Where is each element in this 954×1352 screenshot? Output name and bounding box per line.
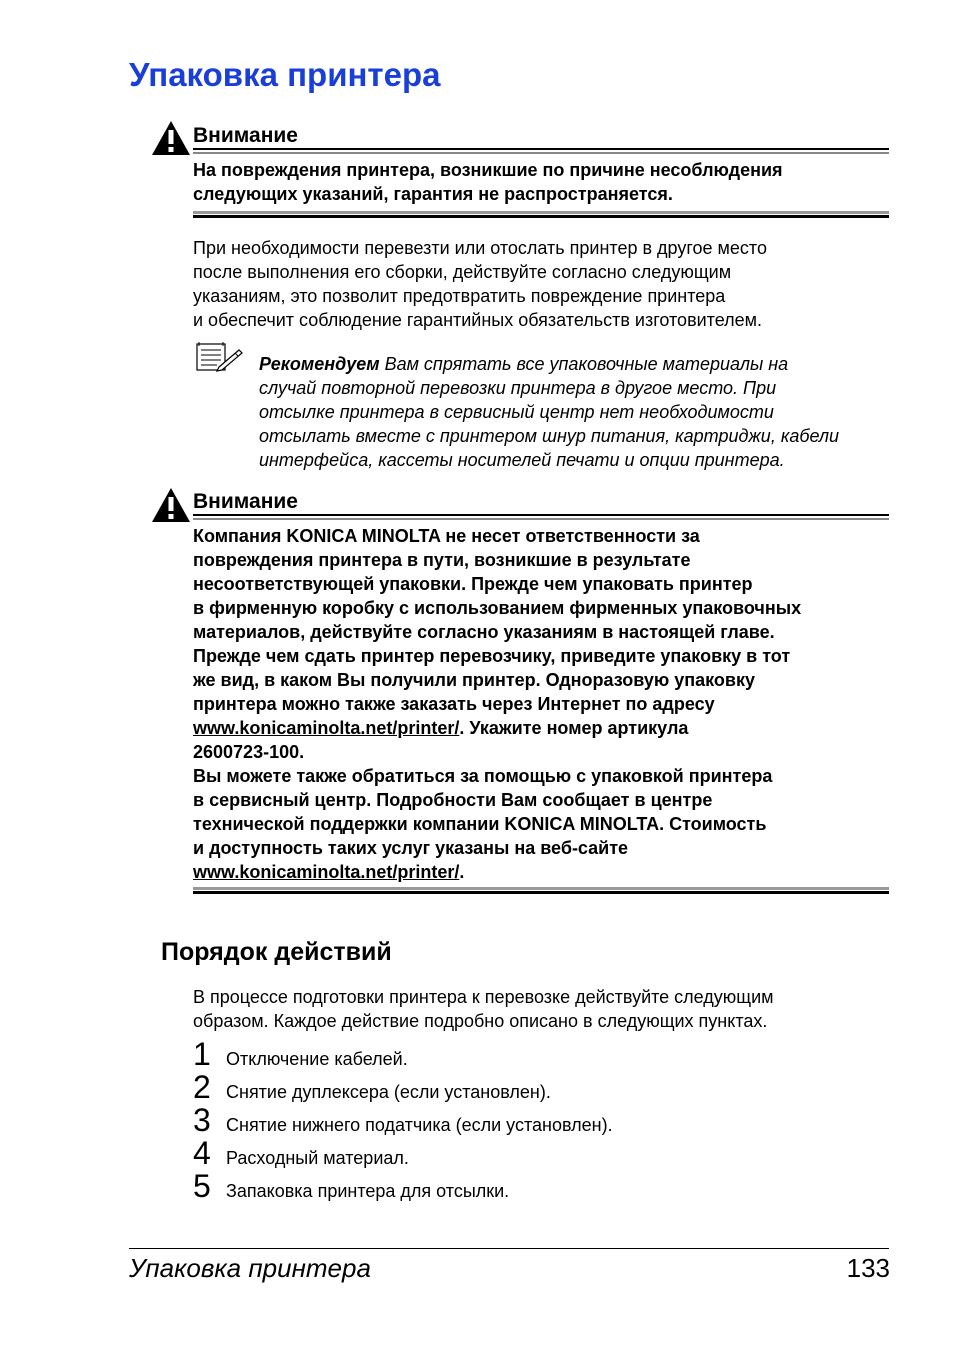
caution-line: повреждения принтера в пути, возникшие в результате	[193, 550, 691, 570]
warning-triangle-icon	[151, 487, 191, 523]
step-text: Запаковка принтера для отсылки.	[226, 1181, 510, 1201]
caution-line-rest: .	[459, 862, 465, 882]
caution-line: и доступность таких услуг указаны на веб-сайте	[193, 838, 629, 858]
caution-heading: Внимание	[193, 490, 298, 513]
caution-line: следующих указаний, гарантия не распространяется.	[193, 184, 673, 204]
paragraph-line: после выполнения его сборки, действуйте согласно следующим	[193, 262, 732, 282]
footer-title: Упаковка принтера	[129, 1253, 371, 1283]
step-number: 3	[193, 1102, 211, 1138]
caution-line: в фирменную коробку с использованием фирменных упаковочных	[193, 598, 802, 618]
note-line	[259, 352, 839, 376]
step-number: 2	[193, 1069, 211, 1105]
website-link[interactable]: www.konicaminolta.net/printer/	[193, 718, 460, 738]
step-number: 1	[193, 1036, 211, 1072]
warning-triangle-icon	[151, 120, 191, 156]
paragraph-line: указаниям, это позволит предотвратить повреждение принтера	[193, 286, 726, 306]
note-line: интерфейса, кассеты носителей печати и опции принтера.	[259, 450, 785, 470]
caution-line	[193, 860, 801, 884]
caution-line	[193, 716, 801, 740]
note-lead: Рекомендуем	[259, 354, 380, 374]
note-line: отсылке принтера в сервисный центр нет необходимости	[259, 402, 774, 422]
step-number: 5	[193, 1168, 211, 1204]
caution-heading: Внимание	[193, 124, 298, 147]
caution-line: материалов, действуйте согласно указаниям в настоящей главе.	[193, 622, 775, 642]
step-text: Расходный материал.	[226, 1148, 409, 1168]
caution-bottom-rule	[193, 887, 889, 894]
note-pad-icon	[195, 340, 243, 374]
article-number: 2600723-100.	[193, 742, 305, 762]
caution-bottom-rule	[193, 211, 889, 218]
paragraph-line: образом. Каждое действие подробно описано в следующих пунктах.	[193, 1011, 768, 1031]
caution-line: Компания KONICA MINOLTA не несет ответственности за	[193, 526, 700, 546]
procedure-paragraph	[193, 985, 774, 1033]
caution-text	[193, 524, 801, 884]
step-number: 4	[193, 1135, 211, 1171]
intro-paragraph	[193, 236, 767, 332]
step-text: Снятие нижнего податчика (если установлен).	[226, 1115, 613, 1135]
caution-line: технической поддержки компании KONICA MINOLTA. Стоимость	[193, 814, 767, 834]
paragraph-line: В процессе подготовки принтера к перевозке действуйте следующим	[193, 987, 774, 1007]
paragraph-line: и обеспечит соблюдение гарантийных обязательств изготовителем.	[193, 310, 763, 330]
note-line: отсылать вместе с принтером шнур питания, картриджи, кабели	[259, 426, 840, 446]
page-number: 133	[846, 1253, 890, 1283]
caution-line: же вид, в каком Вы получили принтер. Одноразовую упаковку	[193, 670, 755, 690]
paragraph-line: При необходимости перевезти или отослать принтер в другое место	[193, 238, 767, 258]
website-link[interactable]: www.konicaminolta.net/printer/	[193, 862, 460, 882]
footer-rule	[129, 1248, 889, 1249]
caution-line: в сервисный центр. Подробности Вам сообщает в центре	[193, 790, 713, 810]
caution-top-rule	[193, 514, 889, 520]
page-title: Упаковка принтера	[129, 56, 441, 93]
caution-line: принтера можно также заказать через Интернет по адресу	[193, 694, 715, 714]
caution-text	[193, 158, 783, 206]
caution-line: несоответствующей упаковки. Прежде чем упаковать принтер	[193, 574, 753, 594]
caution-top-rule	[193, 148, 889, 154]
caution-line-rest: . Укажите номер артикула	[459, 718, 689, 738]
step-text: Снятие дуплексера (если установлен).	[226, 1082, 551, 1102]
note-text	[259, 352, 839, 472]
caution-line: Прежде чем сдать принтер перевозчику, приведите упаковку в тот	[193, 646, 791, 666]
step-text: Отключение кабелей.	[226, 1049, 408, 1069]
note-line: случай повторной перевозки принтера в другое место. При	[259, 378, 777, 398]
note-line-rest: Вам спрятать все упаковочные материалы на	[379, 354, 789, 374]
section-heading: Порядок действий	[161, 938, 392, 966]
caution-line: Вы можете также обратиться за помощью с упаковкой принтера	[193, 766, 773, 786]
caution-line: На повреждения принтера, возникшие по причине несоблюдения	[193, 160, 783, 180]
